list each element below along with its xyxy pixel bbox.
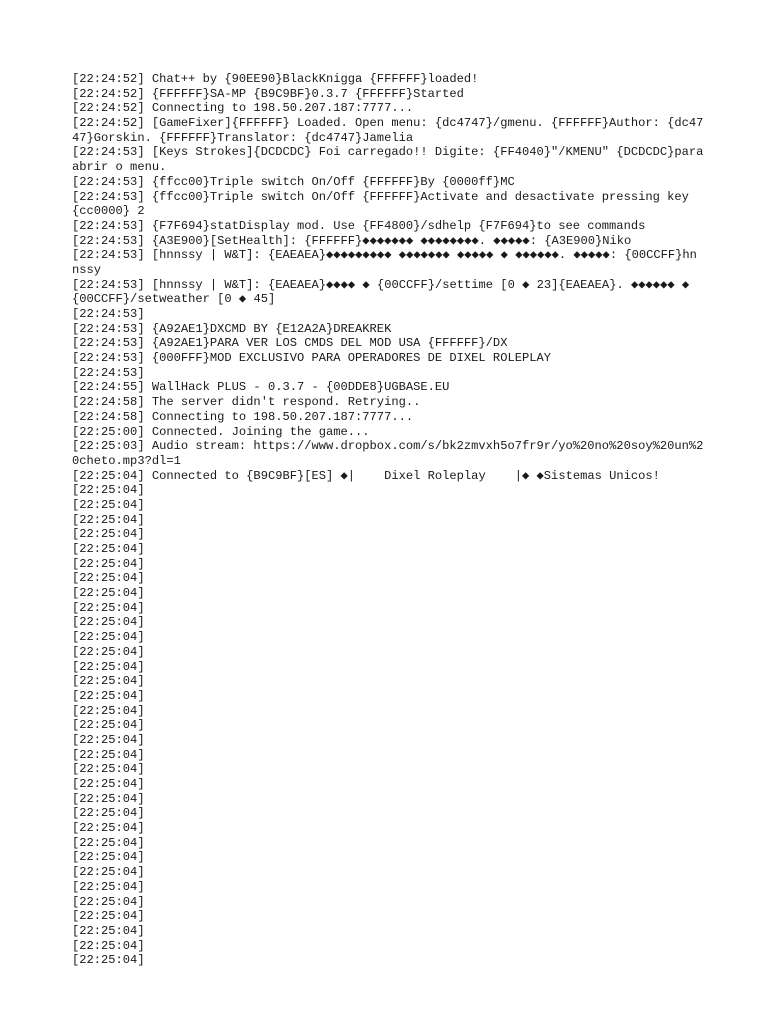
log-line: [22:25:04]	[72, 747, 145, 762]
log-line: [22:24:53] {000FFF}MOD EXCLUSIVO PARA OPERADORES DE DIXEL ROLEPLAY	[72, 351, 551, 366]
log-line: [22:25:04]	[72, 791, 145, 806]
log-line: [22:25:04]	[72, 894, 145, 909]
log-line: [22:24:53] [Keys Strokes]{DCDCDC} Foi carregado!! Digite: {FF4040}"/KMENU" {DCDCDC}para abrir o menu.	[72, 145, 711, 175]
log-line: [22:25:04]	[72, 938, 145, 953]
log-line: [22:25:04]	[72, 777, 145, 791]
log-line: [22:25:04]	[72, 865, 145, 880]
log-line: [22:24:53] {ffcc00}Triple switch On/Off {FFFFFF}Activate and desactivate pressing key {cc0000} 2	[72, 189, 697, 219]
log-line: [22:25:04]	[72, 923, 145, 938]
log-line: [22:24:52] [GameFixer]{FFFFFF} Loaded. Open menu: {dc4747}/gmenu. {FFFFFF}Author: {dc4747}Gorskin. {FFFFFF}Translator: {dc4747}Jamelia	[72, 116, 704, 145]
log-line: [22:24:53] [hnnssy | W&T]: {EAEAEA}◆◆◆◆ ◆ {00CCFF}/settime [0 ◆ 23]{EAEAEA}. ◆◆◆◆◆◆ ◆ {00CCFF}/setweather [0 ◆ 45]	[72, 277, 697, 307]
log-line: [22:24:55] WallHack PLUS - 0.3.7 - {00DDE8}UGBASE.EU	[72, 380, 450, 395]
log-line: [22:25:04]	[72, 879, 145, 894]
log-line: [22:24:53] {ffcc00}Triple switch On/Off {FFFFFF}By {0000ff}MC	[72, 174, 515, 189]
log-line: [22:25:04]	[72, 762, 145, 777]
log-line: [22:25:04]	[72, 630, 145, 645]
log-line: [22:24:53] {A92AE1}PARA VER LOS CMDS DEL MOD USA {FFFFFF}/DX	[72, 336, 508, 351]
chat-log	[72, 72, 711, 968]
log-line: [22:25:04]	[72, 821, 145, 836]
log-line: [22:25:04] Connected to {B9C9BF}[ES] ◆| Dixel Roleplay |◆ ◆Sistemas Unicos!	[72, 468, 660, 483]
log-line: [22:24:53] {A92AE1}DXCMD BY {E12A2A}DREAKREK	[72, 321, 392, 336]
log-line: [22:25:04]	[72, 659, 145, 674]
log-line: [22:24:53] {F7F694}statDisplay mod. Use {FF4800}/sdhelp {F7F694}to see commands	[72, 218, 646, 233]
log-line: [22:24:53]	[72, 365, 145, 380]
log-line: [22:25:04]	[72, 586, 145, 601]
log-line: [22:25:04]	[72, 497, 145, 512]
log-line: [22:25:04]	[72, 571, 145, 586]
log-line: [22:25:04]	[72, 835, 145, 850]
log-line: [22:25:04]	[72, 806, 145, 821]
log-line: [22:25:04]	[72, 688, 145, 703]
log-line: [22:24:52] Chat++ by {90EE90}BlackKnigga {FFFFFF}loaded!	[72, 72, 479, 86]
log-line: [22:24:53]	[72, 307, 145, 321]
log-line: [22:25:04]	[72, 703, 145, 718]
log-line: [22:25:04]	[72, 512, 145, 527]
log-line: [22:25:04]	[72, 718, 145, 733]
log-line: [22:25:03] Audio stream: https://www.dropbox.com/s/bk2zmvxh5o7fr9r/yo%20no%20soy%20un%20cheto.mp3?dl=1	[72, 439, 704, 468]
log-line: [22:24:53] {A3E900}[SetHealth]: {FFFFFF}◆◆◆◆◆◆◆ ◆◆◆◆◆◆◆◆. ◆◆◆◆◆: {A3E900}Niko	[72, 233, 632, 248]
log-line: [22:24:52] {FFFFFF}SA-MP {B9C9BF}0.3.7 {FFFFFF}Started	[72, 86, 464, 101]
log-line: [22:24:53] [hnnssy | W&T]: {EAEAEA}◆◆◆◆◆◆◆◆◆ ◆◆◆◆◆◆◆ ◆◆◆◆◆ ◆ ◆◆◆◆◆◆. ◆◆◆◆◆: {00CCFF}hnnssy	[72, 248, 697, 277]
log-line: [22:25:04]	[72, 542, 145, 556]
log-line: [22:25:04]	[72, 556, 145, 571]
log-line: [22:25:00] Connected. Joining the game...	[72, 424, 370, 439]
log-line: [22:24:58] Connecting to 198.50.207.187:7777...	[72, 409, 414, 424]
log-line: [22:25:04]	[72, 615, 145, 630]
log-line: [22:25:04]	[72, 953, 145, 968]
log-line: [22:25:04]	[72, 909, 145, 924]
log-line: [22:25:04]	[72, 850, 145, 865]
log-line: [22:25:04]	[72, 600, 145, 615]
log-line: [22:25:04]	[72, 732, 145, 747]
log-line: [22:25:04]	[72, 674, 145, 689]
log-line: [22:25:04]	[72, 527, 145, 542]
log-line: [22:24:58] The server didn't respond. Retrying..	[72, 395, 421, 410]
log-line: [22:24:52] Connecting to 198.50.207.187:7777...	[72, 101, 414, 116]
log-line: [22:25:04]	[72, 644, 145, 659]
log-line: [22:25:04]	[72, 483, 145, 498]
